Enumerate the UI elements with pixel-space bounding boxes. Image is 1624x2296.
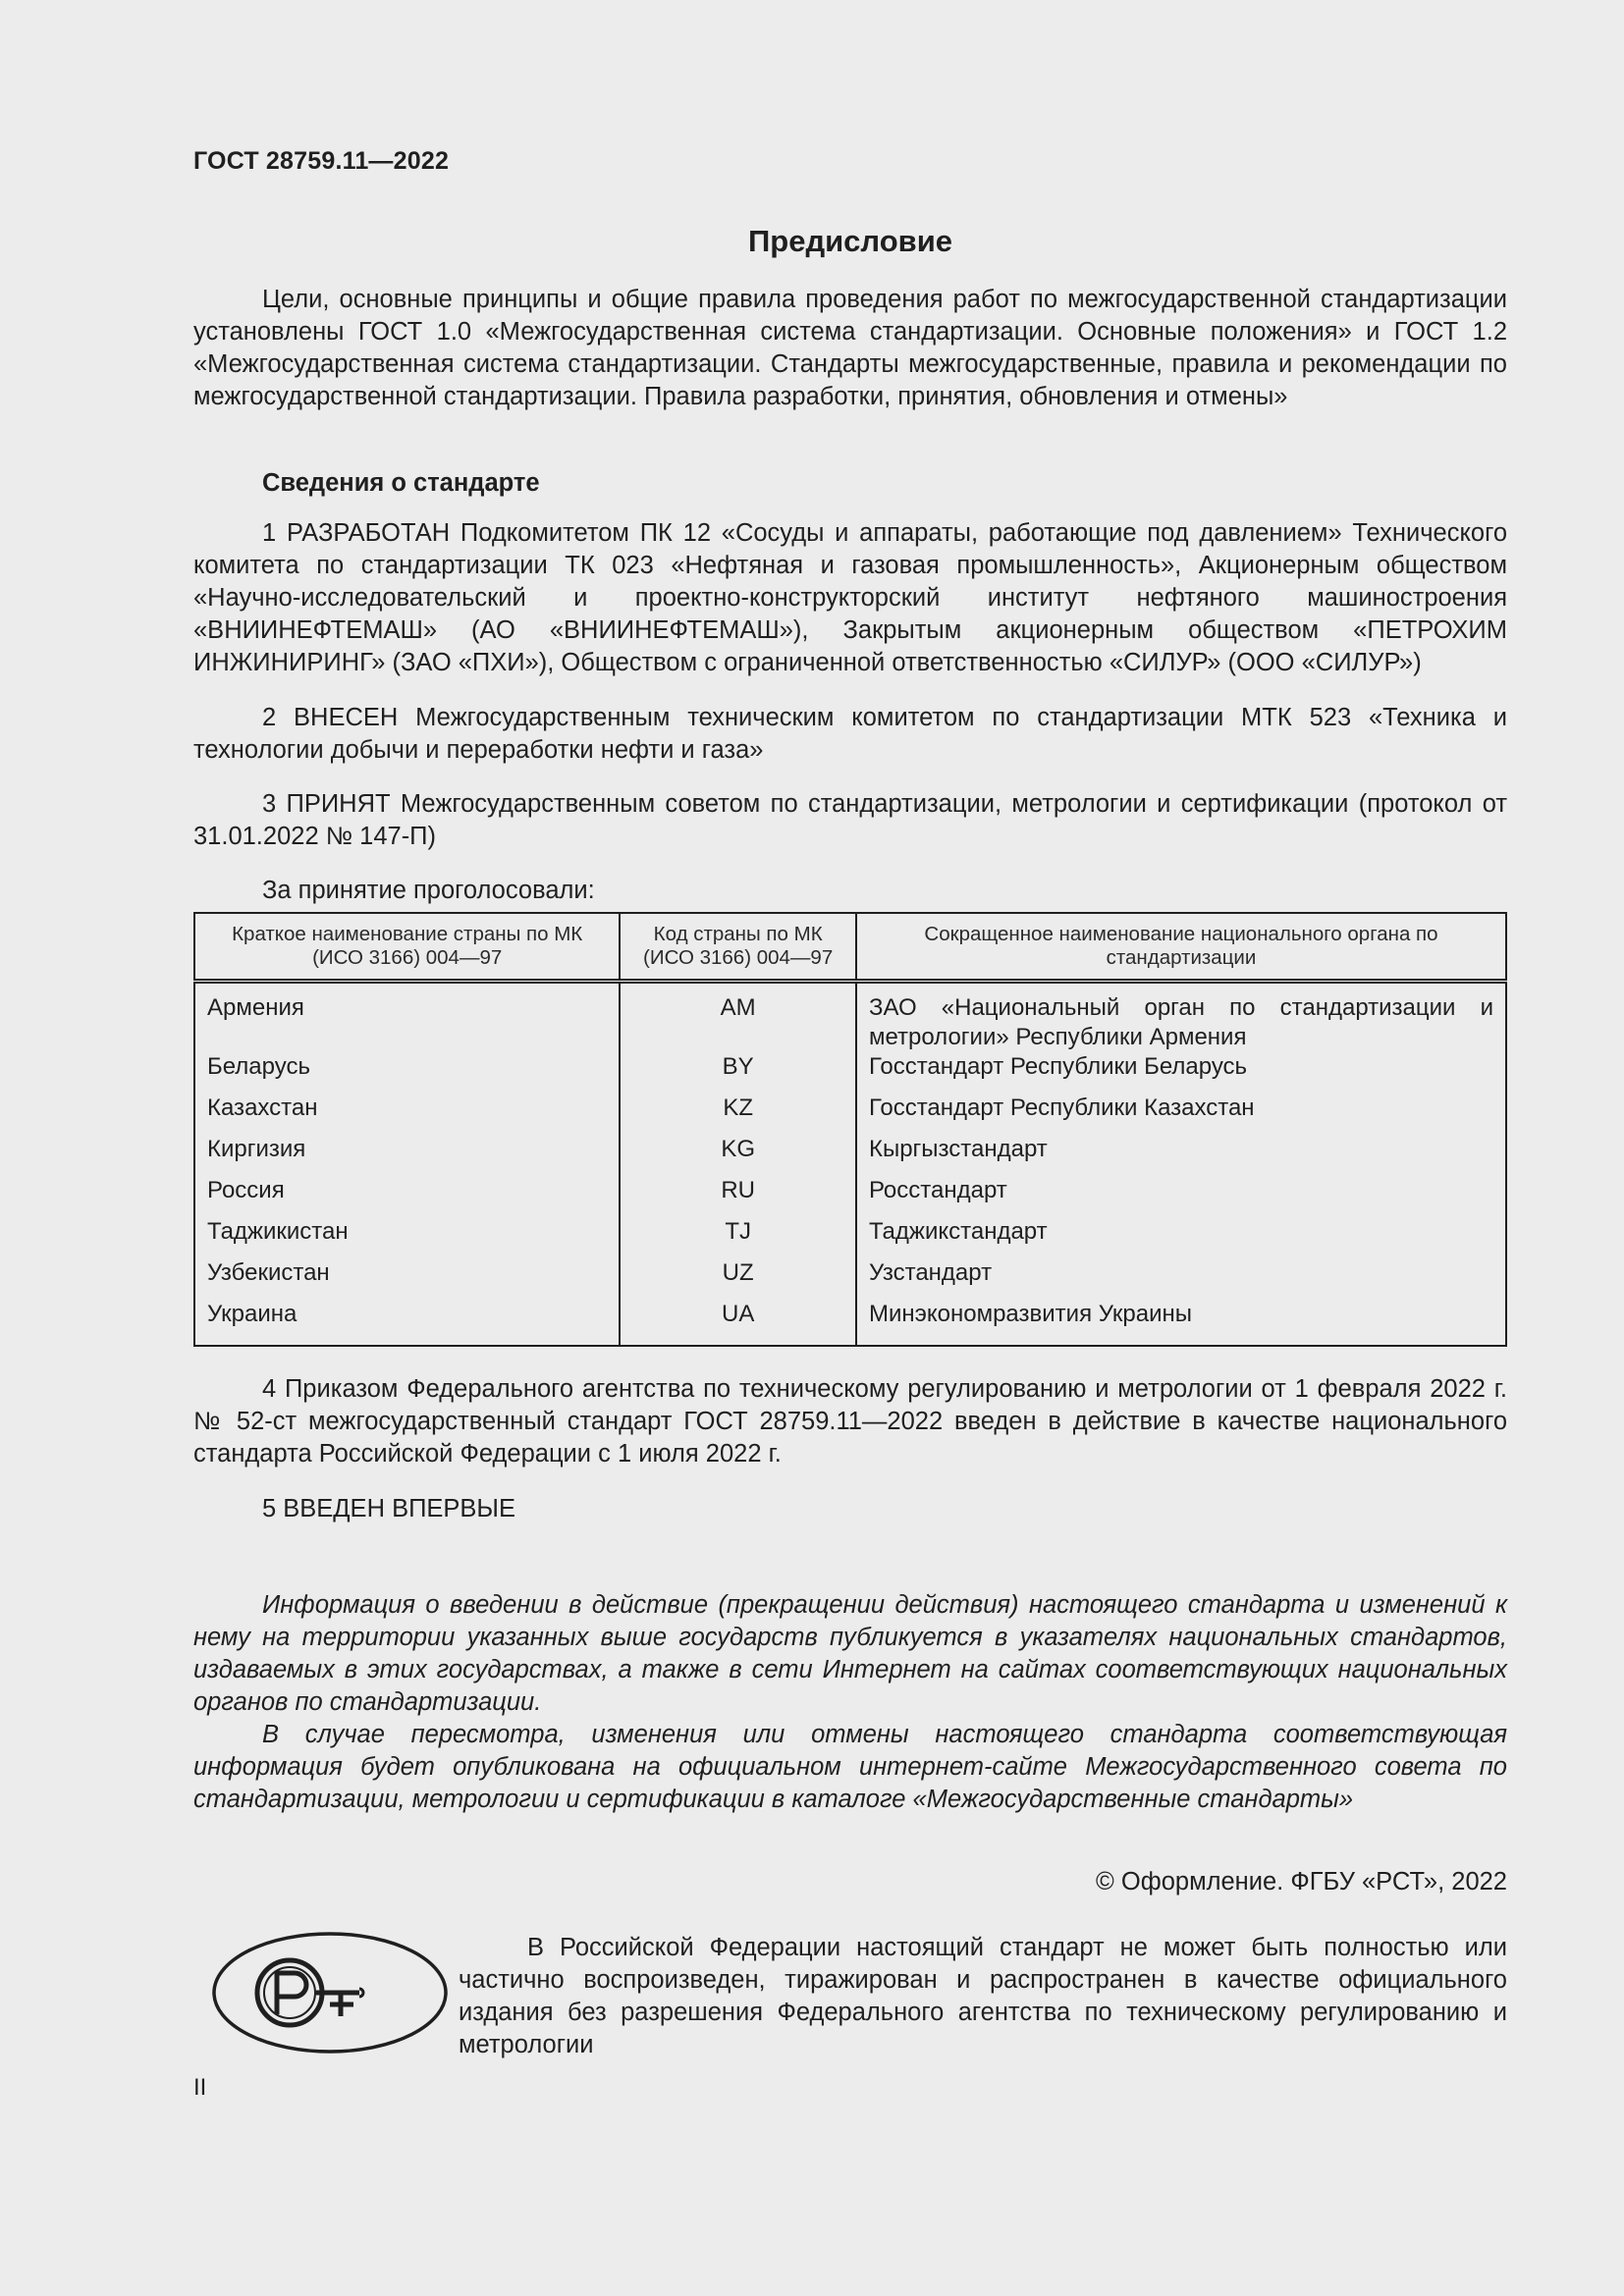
item3-block (193, 788, 1507, 853)
country-cell: Узбекистан (194, 1258, 620, 1300)
table-row (194, 1176, 1506, 1217)
header-national-body: Сокращенное наименование национального органа по стандартизации (856, 913, 1506, 982)
intro-block (193, 284, 1507, 413)
item2-block (193, 702, 1507, 767)
item-1-paragraph: 1 РАЗРАБОТАН Подкомитетом ПК 12 «Сосуды и аппараты, работающие под давлением» Технического комитета по стандартизации ТК 023 «Нефтяная и газовая промышленность», Акционерным обществом «Научно-исследовательский и проектно-конструкторский институт нефтяного машиностроения «ВНИИНЕФТЕМАШ» (АО «ВНИИНЕФТЕМАШ»), Закрытым акционерным обществом «ПЕТРОХИМ ИНЖИНИРИНГ» (ЗАО «ПХИ»), Обществом с ограниченной ответственностью «СИЛУР» (ООО «СИЛУР») (193, 519, 1507, 676)
org-cell: Минэкономразвития Украины (856, 1300, 1506, 1346)
org-cell: Таджикстандарт (856, 1217, 1506, 1258)
item1-block (193, 517, 1507, 679)
item-5-paragraph: 5 ВВЕДЕН ВПЕРВЫЕ (262, 1495, 516, 1522)
code-cell: TJ (620, 1217, 856, 1258)
item4-block (193, 1373, 1507, 1470)
header-country-code: Код страны по МК (ИСО 3166) 004—97 (620, 913, 856, 982)
item-2-paragraph: 2 ВНЕСЕН Межгосударственным техническим комитетом по стандартизации МТК 523 «Техника и технологии добычи и переработки нефти и газа» (193, 704, 1507, 764)
country-cell: Киргизия (194, 1135, 620, 1176)
page-title: Предисловие (747, 224, 952, 258)
intro-paragraph: Цели, основные принципы и общие правила проведения работ по межгосударственной стандартизации установлены ГОСТ 1.0 «Межгосударственная система стандартизации. Основные положения» и ГОСТ 1.2 «Межгосударственная система стандартизации. Стандарты межгосударственные, правила и рекомендации по межгосударственной стандартизации. Правила разработки, принятия, обновления и отмены» (193, 286, 1507, 410)
org-cell: Кыргызстандарт (856, 1135, 1506, 1176)
item5-block (193, 1493, 1507, 1525)
table-row (194, 982, 1506, 1053)
org-cell: Госстандарт Республики Беларусь (856, 1052, 1506, 1094)
rst-logo (210, 1930, 451, 2056)
table-row (194, 1135, 1506, 1176)
table-row (194, 1217, 1506, 1258)
country-cell: Россия (194, 1176, 620, 1217)
code-cell: AM (620, 982, 856, 1053)
table-row (194, 1258, 1506, 1300)
notice-block (193, 1589, 1507, 1816)
voters-table (193, 912, 1507, 1347)
copyright-notice: © Оформление. ФГБУ «РСТ», 2022 (1096, 1868, 1507, 1896)
code-cell: KG (620, 1135, 856, 1176)
org-cell: ЗАО «Национальный орган по стандартизации и метрологии» Республики Армения (856, 982, 1506, 1053)
info-heading-block (193, 469, 1507, 498)
country-cell: Армения (194, 982, 620, 1053)
org-cell: Узстандарт (856, 1258, 1506, 1300)
code-cell: RU (620, 1176, 856, 1217)
country-cell: Беларусь (194, 1052, 620, 1094)
page-number: II (193, 2074, 207, 2101)
voted-label-block (193, 875, 1507, 907)
table-header-row (194, 913, 1506, 982)
table-row (194, 1300, 1506, 1346)
notice-paragraph-2: В случае пересмотра, изменения или отмены настоящего стандарта соответствующая информация будет опубликована на официальном интернет-сайте Межгосударственного совета по стандартизации, метрологии и сертификации в каталоге «Межгосударственные стандарты» (193, 1721, 1507, 1813)
country-cell: Казахстан (194, 1094, 620, 1135)
code-cell: BY (620, 1052, 856, 1094)
item-3-paragraph: 3 ПРИНЯТ Межгосударственным советом по стандартизации, метрологии и сертификации (протокол от 31.01.2022 № 147-П) (193, 790, 1507, 850)
code-cell: UZ (620, 1258, 856, 1300)
legal-notice: В Российской Федерации настоящий стандарт не может быть полностью или частично воспроизведен, тиражирован и распространен в качестве официального издания без разрешения Федерального агентства по техническому регулированию и метрологии (459, 1934, 1507, 2058)
country-cell: Таджикистан (194, 1217, 620, 1258)
document-code: ГОСТ 28759.11—2022 (193, 147, 450, 175)
voted-label: За принятие проголосовали: (262, 877, 595, 904)
notice-paragraph-1: Информация о введении в действие (прекращении действия) настоящего стандарта и изменений к нему на территории указанных выше государств публикуется в указателях национальных стандартов, издаваемых в этих государствах, а также в сети Интернет на сайтах соответствующих национальных органов по стандартизации. (193, 1591, 1507, 1716)
table-row (194, 1052, 1506, 1094)
country-cell: Украина (194, 1300, 620, 1346)
org-cell: Госстандарт Республики Казахстан (856, 1094, 1506, 1135)
header-country-name: Краткое наименование страны по МК (ИСО 3166) 004—97 (194, 913, 620, 982)
org-cell: Росстандарт (856, 1176, 1506, 1217)
code-cell: UA (620, 1300, 856, 1346)
info-heading: Сведения о стандарте (262, 469, 540, 497)
code-cell: KZ (620, 1094, 856, 1135)
item-4-paragraph: 4 Приказом Федерального агентства по техническому регулированию и метрологии от 1 февраля 2022 г. № 52-ст межгосударственный стандарт ГОСТ 28759.11—2022 введен в действие в качестве национального стандарта Российской Федерации с 1 июля 2022 г. (193, 1375, 1507, 1468)
table-row (194, 1094, 1506, 1135)
